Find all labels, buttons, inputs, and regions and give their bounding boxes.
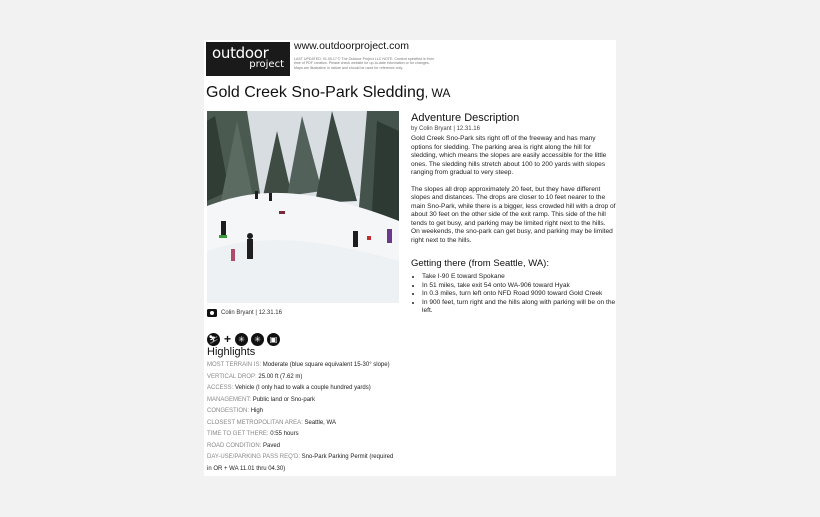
snowshoe-icon: ✳ bbox=[235, 333, 248, 346]
highlight-value: High bbox=[250, 408, 264, 414]
sledding-photo bbox=[207, 111, 399, 303]
activity-icons bbox=[207, 332, 280, 346]
logo-text-outdoor: outdoor bbox=[212, 44, 269, 62]
description-paragraph-2: The slopes all drop approximately 20 feet, but they have different slopes and distances. The drops are closer to 10 feet nearer to the main Sno-Park, while there is a bigger, less crowded hill with a drop of about 30 feet on the other side of the exit ramp. This side of the hill tends to get busy, and parking may be limited right next to the hills. On weekends, the sno-park can get busy, and parking may be limited right next to the hills. bbox=[411, 185, 616, 244]
photo-credit-text: Colin Bryant | 12.31.16 bbox=[221, 310, 282, 316]
description-column bbox=[411, 112, 616, 316]
direction-step: • In 51 miles, take exit 54 onto WA-906 toward Hyak bbox=[422, 282, 616, 291]
highlight-row bbox=[207, 406, 397, 418]
sled-icon: ⛷ bbox=[208, 334, 219, 344]
highlights-title: Highlights bbox=[207, 346, 256, 358]
camera-icon bbox=[207, 309, 217, 317]
highlight-key: MANAGEMENT: bbox=[207, 396, 252, 403]
highlight-row bbox=[207, 383, 397, 395]
page-title-state: , WA bbox=[424, 86, 451, 100]
logo-text-project: project bbox=[249, 59, 284, 70]
plus-icon: + bbox=[224, 332, 232, 346]
direction-step: • Take I-90 E toward Spokane bbox=[422, 273, 616, 282]
site-url[interactable]: www.outdoorproject.com bbox=[294, 40, 409, 52]
highlight-value: Sno-Park Parking Permit (required in OR + WA 11.01 thru 04.30) bbox=[207, 454, 394, 472]
description-byline: by Colin Bryant | 12.31.16 bbox=[411, 126, 480, 132]
highlights-list bbox=[207, 360, 397, 475]
highlight-row bbox=[207, 429, 397, 441]
direction-step: • In 900 feet, turn right and the hills along with parking will be on the left. bbox=[422, 299, 616, 316]
highlight-key: CONGESTION: bbox=[207, 408, 250, 414]
highlight-value: 25.00 ft (7.62 m) bbox=[258, 373, 303, 380]
highlight-key: ROAD CONDITION: bbox=[207, 442, 262, 449]
highlight-key: VERTICAL DROP: bbox=[207, 373, 257, 380]
disclaimer-note: LAST UPDATED: 01.05.17 © The Outdoor Project LLC NOTE: Content specified is from time of PDF creation. Please check website for up-to-date information or for changes. Maps are illustrative in nature and should be used for reference only. bbox=[294, 57, 434, 70]
highlight-value: Public land or Sno-park bbox=[252, 396, 316, 403]
highlight-value: 0:55 hours bbox=[270, 431, 299, 437]
highlight-row bbox=[207, 360, 397, 372]
ski-icon: ✳ bbox=[251, 333, 264, 346]
directions-title: Getting there (from Seattle, WA): bbox=[411, 258, 549, 269]
photo-credit bbox=[207, 309, 282, 317]
car-icon: ▣ bbox=[267, 333, 280, 346]
highlight-key: MOST TERRAIN IS: bbox=[207, 362, 262, 368]
page-title-name: Gold Creek Sno-Park Sledding bbox=[206, 84, 425, 101]
page-title bbox=[206, 84, 450, 102]
description-paragraph-1: Gold Creek Sno-Park sits right off of the freeway and has many options for sledding. The parking area is right along the hill for sledding, which means the slopes are easily accessible for the little ones. The sledding hills stretch about 100 to 200 yards with slopes ranging from gradual to very steep. bbox=[411, 135, 607, 176]
highlight-row bbox=[207, 441, 397, 453]
highlight-key: DAY-USE/PARKING PASS REQ'D: bbox=[207, 454, 300, 460]
outdoor-project-logo bbox=[206, 42, 290, 76]
highlight-value: Paved bbox=[263, 442, 281, 449]
highlight-row bbox=[207, 418, 397, 430]
description-title: Adventure Description bbox=[411, 112, 520, 124]
highlight-value: Seattle, WA bbox=[304, 419, 336, 426]
highlight-key: TIME TO GET THERE: bbox=[207, 431, 269, 437]
highlight-key: CLOSEST METROPOLITAN AREA: bbox=[207, 419, 303, 426]
directions-list bbox=[411, 273, 616, 316]
highlight-value: Moderate (blue square equivalent 15-30° slope) bbox=[262, 362, 390, 368]
pdf-page bbox=[204, 40, 616, 476]
highlight-row bbox=[207, 452, 397, 475]
direction-step: • In 0.3 miles, turn left onto NFD Road 9090 toward Gold Creek bbox=[422, 290, 616, 299]
snow-scene-illustration bbox=[207, 111, 399, 303]
highlight-row bbox=[207, 372, 397, 384]
highlight-row bbox=[207, 395, 397, 407]
highlight-value: Vehicle (I only had to walk a couple hundred yards) bbox=[235, 385, 371, 391]
highlight-key: ACCESS: bbox=[207, 385, 234, 391]
